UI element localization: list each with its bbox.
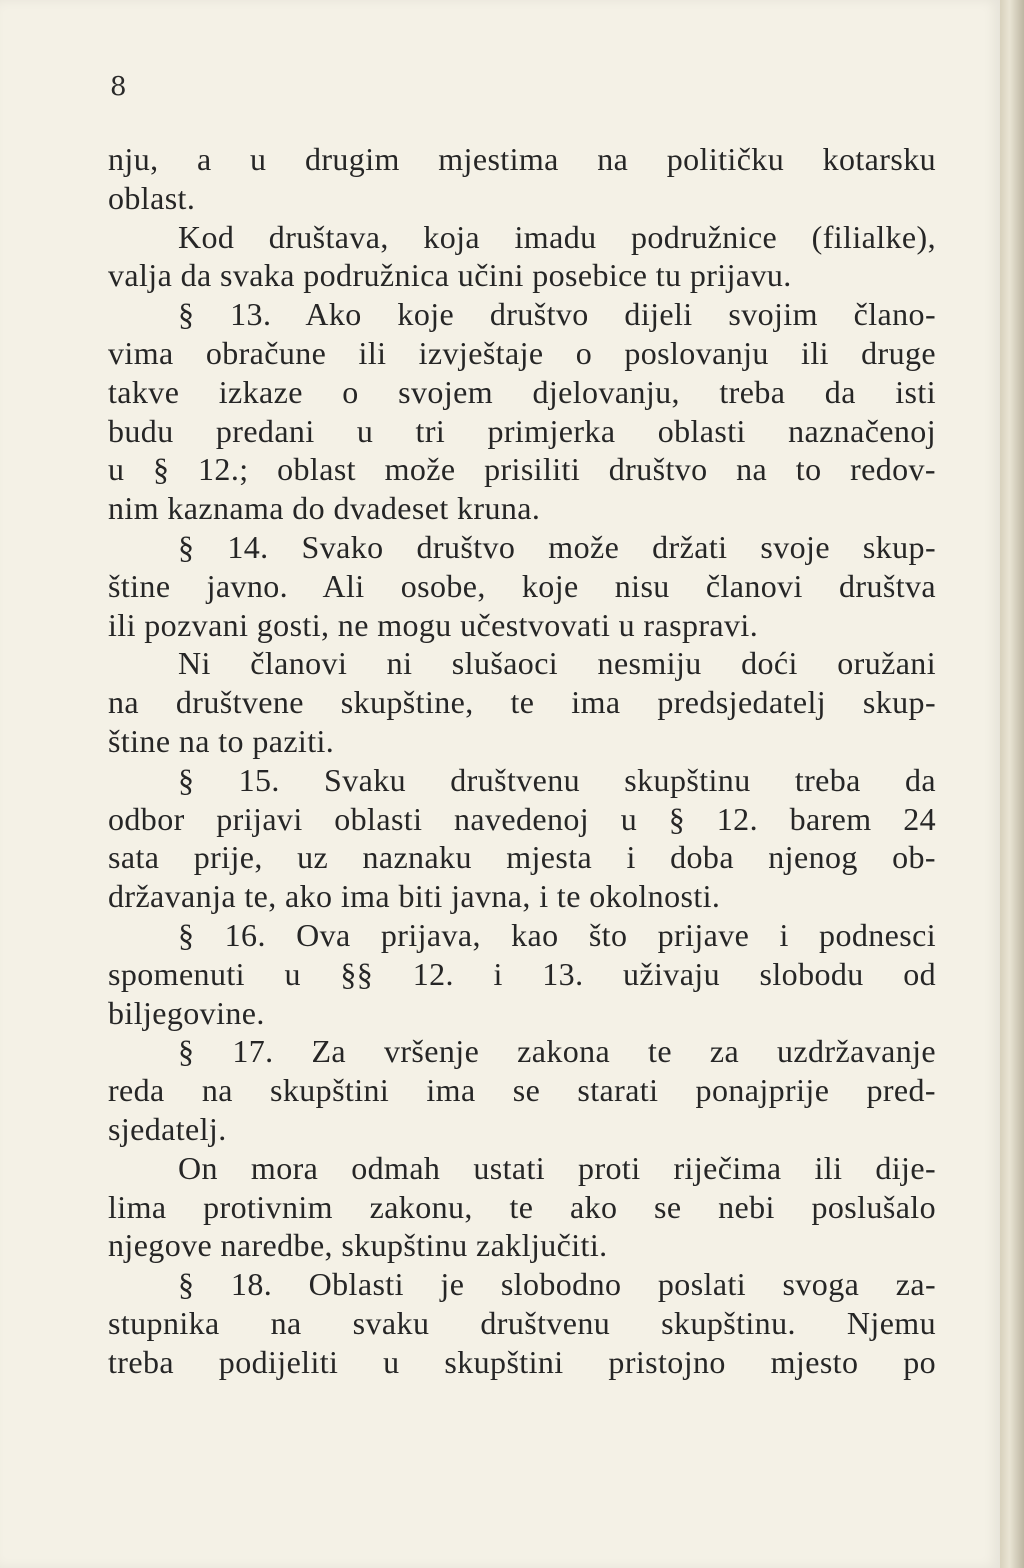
text-line: oblast. <box>108 179 196 216</box>
text-line: On mora odmah ustati proti riječima ili dije- <box>178 1149 936 1186</box>
text-line: stupnika na svaku društvenu skupštinu. Njemu <box>108 1304 936 1341</box>
text-line: § 17. Za vršenje zakona te za uzdržavanje <box>178 1033 936 1070</box>
text-line: biljegovine. <box>108 994 265 1031</box>
text-line: njegove naredbe, skupštinu zaključiti. <box>108 1227 608 1264</box>
text-line: na društvene skupštine, te ima predsjedatelj skup- <box>108 684 936 721</box>
text-line: § 13. Ako koje društvo dijeli svojim člano- <box>178 296 936 333</box>
text-line: lima protivnim zakonu, te ako se nebi poslušalo <box>108 1188 936 1225</box>
text-line: § 14. Svako društvo može držati svoje skup- <box>178 528 936 565</box>
text-line: spomenuti u §§ 12. i 13. uživaju slobodu od <box>108 955 936 992</box>
text-line: štine javno. Ali osobe, koje nisu članovi društva <box>108 567 936 604</box>
body-text <box>108 140 936 1382</box>
text-line: štine na to paziti. <box>108 722 335 759</box>
text-line: takve izkaze o svojem djelovanju, treba da isti <box>108 373 936 410</box>
page-edge <box>1000 0 1024 1568</box>
text-line: budu predani u tri primjerka oblasti naznačenoj <box>108 412 936 449</box>
text-line: reda na skupštini ima se starati ponajprije pred- <box>108 1072 936 1109</box>
text-line: § 18. Oblasti je slobodno poslati svoga za- <box>178 1266 936 1303</box>
text-line: treba podijeliti u skupštini pristojno mjesto po <box>108 1343 936 1380</box>
text-line: u § 12.; oblast može prisiliti društvo na to redov- <box>108 451 936 488</box>
text-line: valja da svaka podružnica učini posebice tu prijavu. <box>108 257 792 294</box>
text-line: Kod društava, koja imadu podružnice (filialke), <box>178 218 936 255</box>
text-line: državanja te, ako ima biti javna, i te okolnosti. <box>108 878 721 915</box>
text-line: nim kaznama do dvadeset kruna. <box>108 490 541 527</box>
text-line: ili pozvani gosti, ne mogu učestvovati u raspravi. <box>108 606 759 643</box>
text-line: odbor prijavi oblasti navedenoj u § 12. barem 24 <box>108 800 936 837</box>
text-line: nju, a u drugim mjestima na političku kotarsku <box>108 141 936 177</box>
text-line: vima obračune ili izvještaje o poslovanju ili druge <box>108 334 936 371</box>
text-line: sata prije, uz naznaku mjesta i doba njenog ob- <box>108 839 936 876</box>
text-line: Ni članovi ni slušaoci nesmiju doći oružani <box>178 645 936 682</box>
text-line: § 16. Ova prijava, kao što prijave i podnesci <box>178 916 936 953</box>
text-line: § 15. Svaku društvenu skupštinu treba da <box>178 761 936 798</box>
page-number: 8 <box>110 72 127 102</box>
text-line: sjedatelj. <box>108 1110 227 1147</box>
